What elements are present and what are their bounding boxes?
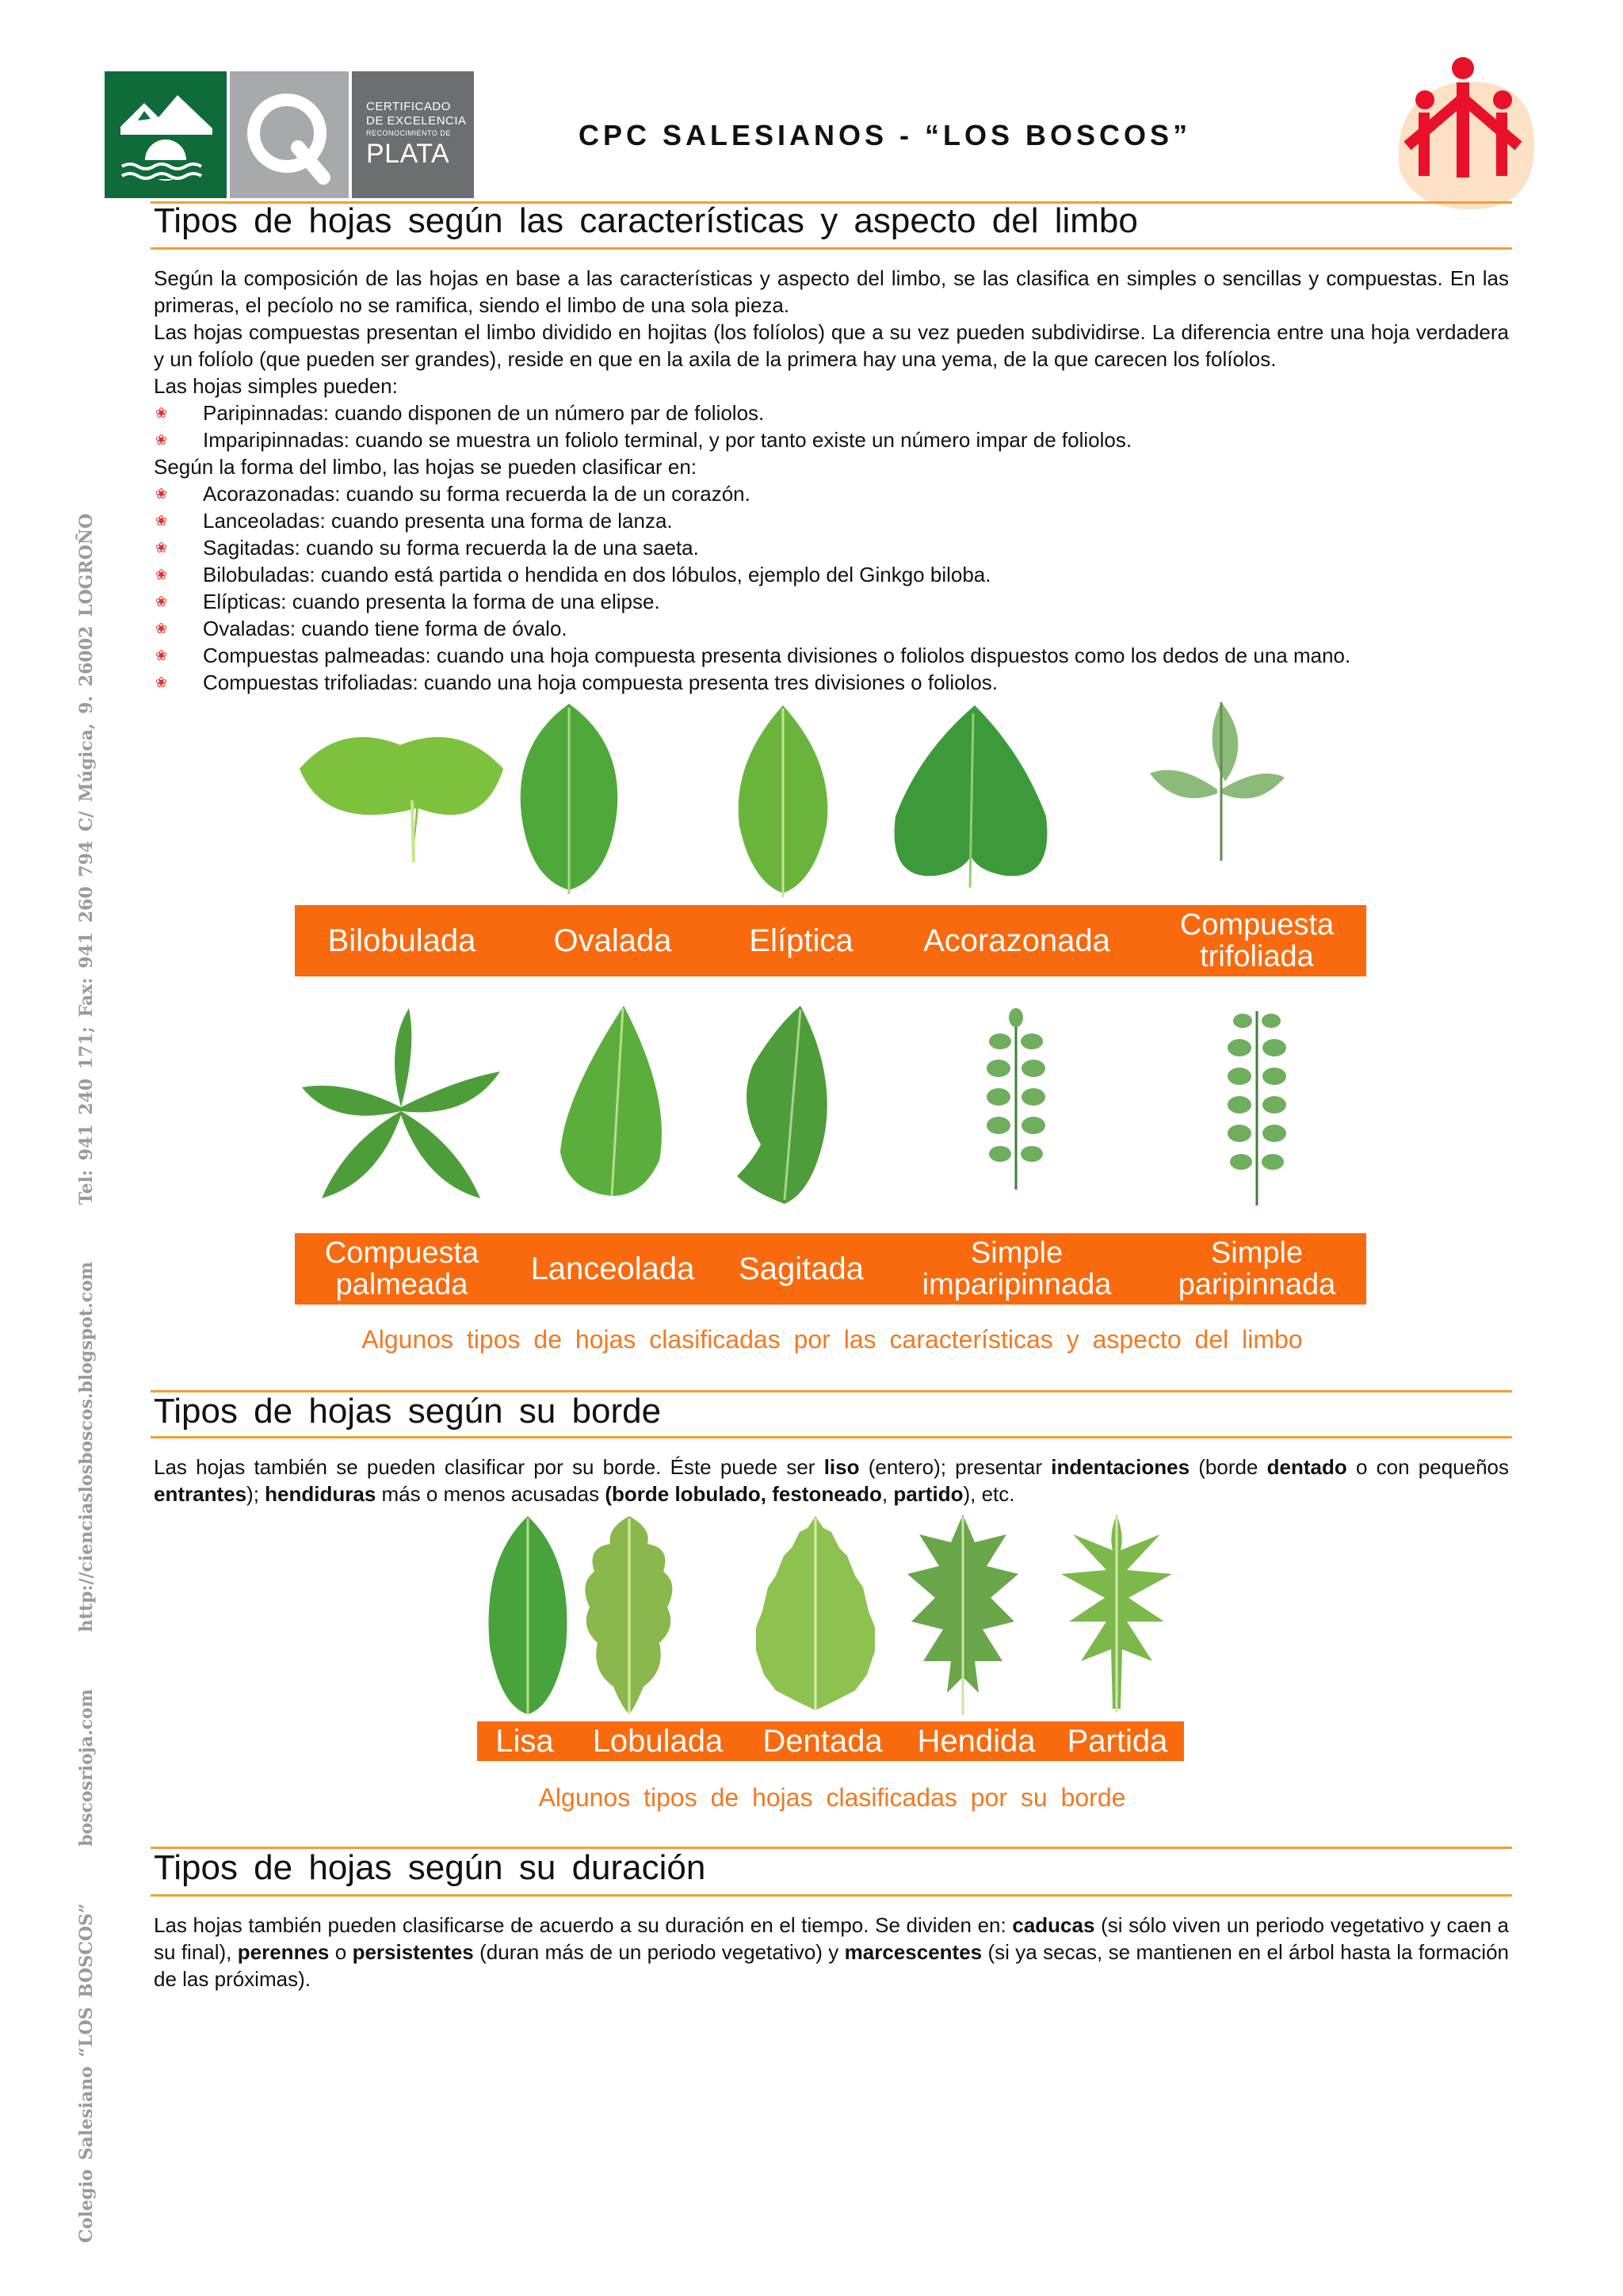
lobulada-leaf-image	[580, 1512, 678, 1718]
salesian-logo-icon	[1384, 51, 1542, 217]
sidebar-web2: http://cienciaslosboscos.blogspot.com	[76, 1261, 97, 1633]
bullet-acorazonadas: ❀ Acorazonadas: cuando su forma recuerda la de un corazón.	[154, 480, 1509, 507]
s2-t5: );	[246, 1482, 265, 1506]
label-sagitada: Sagitada	[716, 1233, 886, 1305]
cert-line-2: DE EXCELENCIA	[366, 114, 467, 128]
cert-line-3: RECONOCIMIENTO DE	[366, 129, 451, 137]
section1-body	[154, 265, 1509, 696]
s3-b3: persistentes	[352, 1940, 474, 1964]
imparipinnada-leaf-image	[976, 1003, 1056, 1194]
label-imparipinnada: Simple imparipinnada	[886, 1233, 1148, 1305]
s3-b4: marcescentes	[844, 1940, 983, 1964]
bullet-lanceoladas: ❀ Lanceoladas: cuando presenta una forma de lanza.	[154, 507, 1509, 534]
section3-title: Tipos de hojas según su duración	[154, 1848, 706, 1887]
bilobulada-leaf-image	[293, 713, 507, 872]
dentada-leaf-image	[748, 1512, 883, 1718]
s2-b4: entrantes	[154, 1482, 247, 1506]
sidebar-contact-info: Tel: 941 240 171; Fax: 941 260 794 C/ Múgica, 9. 26002 LOGROÑO	[76, 513, 97, 1205]
s3-t1: Las hojas también pueden clasificarse de acuerdo a su duración en el tiempo. Se dividen en:	[154, 1913, 1013, 1937]
label-lobulada: Lobulada	[572, 1721, 743, 1761]
sidebar-school: Colegio Salesiano “LOS BOSCOS”	[76, 1903, 97, 2243]
trifoliada-leaf-image	[1146, 694, 1289, 865]
palmeada-leaf-image	[298, 1000, 504, 1214]
section3-body	[154, 1912, 1509, 1992]
s3-t5: (si ya secas, se mantienen en el árbol hasta la formación de las próximas).	[154, 1940, 1509, 1991]
s2-b6: (borde lobulado, festoneado	[605, 1482, 882, 1506]
s3-t3: o	[329, 1940, 353, 1964]
bullet-trifoliadas: ❀ Compuestas trifoliadas: cuando una hoja compuesta presenta tres divisiones o foliolos.	[154, 669, 1509, 696]
lisa-leaf-image	[479, 1512, 577, 1718]
bullet-palmeadas: ❀ Compuestas palmeadas: cuando una hoja compuesta presenta divisiones o foliolos dispuestos como los dedos de una mano.	[154, 642, 1509, 669]
bullet-ovaladas: ❀ Ovaladas: cuando tiene forma de óvalo.	[154, 615, 1509, 642]
cert-line-1: CERTIFICADO	[366, 100, 451, 113]
bullet-elipticas: ❀ Elípticas: cuando presenta la forma de una elipse.	[154, 588, 1509, 615]
mountain-logo-icon	[105, 71, 227, 198]
s2-t1: Las hojas también se pueden clasificar por su borde. Éste puede ser	[154, 1455, 824, 1479]
sidebar-contact	[76, 420, 108, 2243]
label-acorazonada: Acorazonada	[886, 905, 1148, 976]
certification-logo	[105, 71, 474, 198]
section2-title: Tipos de hojas según su borde	[154, 1392, 662, 1431]
s2-b5: hendiduras	[265, 1482, 376, 1506]
cert-line-4: PLATA	[366, 139, 450, 169]
sidebar-web1: boscosrioja.com	[76, 1689, 97, 1847]
s2-b2: indentaciones	[1051, 1455, 1190, 1479]
section1-p1: Según la composición de las hojas en base a las características y aspecto del limbo, se las clasifica en simples o sencillas y compuestas. En las primeras, el pecíolo no se ramifica, siendo el limbo de una sola pieza.	[154, 266, 1509, 317]
label-ovalada: Ovalada	[509, 905, 716, 976]
s2-t8: ), etc.	[963, 1482, 1015, 1506]
section1-rule	[151, 247, 1512, 250]
hendida-leaf-image	[903, 1511, 1022, 1718]
s3-b1: caducas	[1012, 1913, 1095, 1937]
label-trifoliada: Compuesta trifoliada	[1148, 905, 1366, 976]
label-eliptica: Elíptica	[716, 905, 886, 976]
label-partida: Partida	[1051, 1721, 1184, 1761]
section1-caption: Algunos tipos de hojas clasificadas por las características y aspecto del limbo	[361, 1325, 1303, 1354]
section2-rule	[151, 1436, 1512, 1438]
sagitada-leaf-image	[729, 1002, 840, 1208]
section2-caption: Algunos tipos de hojas clasificadas por su borde	[538, 1783, 1126, 1812]
s2-t3: (borde	[1190, 1455, 1267, 1479]
section1-p2: Las hojas compuestas presentan el limbo dividido en hojitas (los folíolos) que a su vez pueden subdividirse. La diferencia entre una hoja verdadera y un folíolo (que pueden ser grandes), reside en que en la axila de la primera hay una yema, de la que carecen los folíolos.	[154, 320, 1509, 371]
s3-t2: (si sólo viven un periodo vegetativo y caen a su final),	[154, 1913, 1510, 1964]
s2-b3: dentado	[1266, 1455, 1347, 1479]
section1-title: Tipos de hojas según las características y aspecto del limbo	[154, 201, 1138, 240]
label-palmeada: Compuesta palmeada	[295, 1233, 509, 1305]
section2-body	[154, 1454, 1509, 1507]
paripinnada-leaf-image	[1217, 1003, 1296, 1209]
certificate-text	[352, 71, 474, 198]
s2-t6: más o menos acusadas	[376, 1482, 605, 1506]
q-quality-icon	[230, 71, 349, 198]
section3-rule	[151, 1894, 1512, 1897]
school-title: CPC SALESIANOS - “LOS BOSCOS”	[579, 119, 1192, 151]
label-paripinnada: Simple paripinnada	[1148, 1233, 1366, 1305]
label-hendida: Hendida	[902, 1721, 1051, 1761]
partida-leaf-image	[1057, 1511, 1176, 1718]
ovalada-leaf-image	[514, 696, 624, 898]
label-bilobulada: Bilobulada	[295, 905, 509, 976]
s3-t4: (duran más de un periodo vegetativo) y	[473, 1940, 845, 1964]
bullet-sagitadas: ❀ Sagitadas: cuando su forma recuerda la de una saeta.	[154, 534, 1509, 561]
acorazonada-leaf-image	[888, 697, 1054, 896]
bullet-imparipinnadas: ❀ Imparipinnadas: cuando se muestra un foliolo terminal, y por tanto existe un número impar de foliolos.	[154, 426, 1509, 453]
label-lanceolada: Lanceolada	[509, 1233, 716, 1305]
bullet-paripinnadas: ❀ Paripinnadas: cuando disponen de un número par de foliolos.	[154, 399, 1509, 426]
eliptica-leaf-image	[727, 699, 838, 901]
lanceolada-leaf-image	[556, 1002, 675, 1200]
s2-t2: (entero); presentar	[859, 1455, 1052, 1479]
label-lisa: Lisa	[477, 1721, 572, 1761]
s2-t7: ,	[881, 1482, 894, 1506]
section1-p3: Las hojas simples pueden:	[154, 374, 398, 398]
s2-b7: partido	[893, 1482, 964, 1506]
s2-b1: liso	[823, 1455, 860, 1479]
section1-p4: Según la forma del limbo, las hojas se pueden clasificar en:	[154, 455, 697, 479]
s2-t4: o con pequeños	[1346, 1455, 1510, 1479]
label-dentada: Dentada	[743, 1721, 902, 1761]
s3-b2: perennes	[237, 1940, 330, 1964]
bullet-bilobuladas: ❀ Bilobuladas: cuando está partida o hendida en dos lóbulos, ejemplo del Ginkgo biloba.	[154, 561, 1509, 588]
